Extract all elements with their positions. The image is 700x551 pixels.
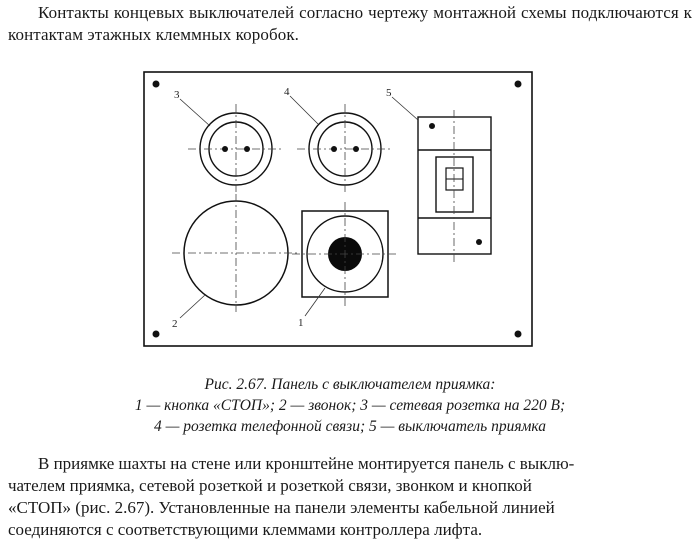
- callout-2: 2: [172, 318, 178, 330]
- mount-hole-top-right: [515, 81, 522, 88]
- intro-paragraph: Контакты концевых выключателей согласно чертежу монтажной схемы подключаются к контактам этажных клеммных коробок.: [8, 3, 692, 44]
- callout-3: 3: [174, 89, 180, 101]
- mount-hole-bottom-right: [515, 331, 522, 338]
- pit-switch: [418, 117, 491, 254]
- callout-4: 4: [284, 86, 290, 98]
- caption-title: Рис. 2.67. Панель с выключателем приямка:: [204, 376, 496, 393]
- body-line-3: «СТОП» (рис. 2.67). Установленные на панели элементы кабельной линией: [8, 498, 555, 517]
- body-line-4: соединяются с соответствующими клеммами контроллера лифта.: [8, 520, 483, 539]
- caption-legend-line-1: 1 — кнопка «СТОП»; 2 — звонок; 3 — сетевая розетка на 220 В;: [134, 397, 566, 414]
- caption-legend-line-2: 4 — розетка телефонной связи; 5 — выключатель приямка: [153, 418, 547, 435]
- body-line-1: В приямке шахты на стене или кронштейне монтируется панель с выклю-: [38, 454, 575, 473]
- callout-5: 5: [386, 87, 392, 99]
- callout-1: 1: [298, 317, 304, 329]
- figure-caption: [0, 374, 700, 437]
- body-paragraph: [8, 453, 692, 541]
- mount-hole-bottom-left: [153, 331, 160, 338]
- mount-hole-top-left: [153, 81, 160, 88]
- body-line-2: чателем приямка, сетевой розеткой и розеткой связи, звонком и кнопкой: [8, 476, 532, 495]
